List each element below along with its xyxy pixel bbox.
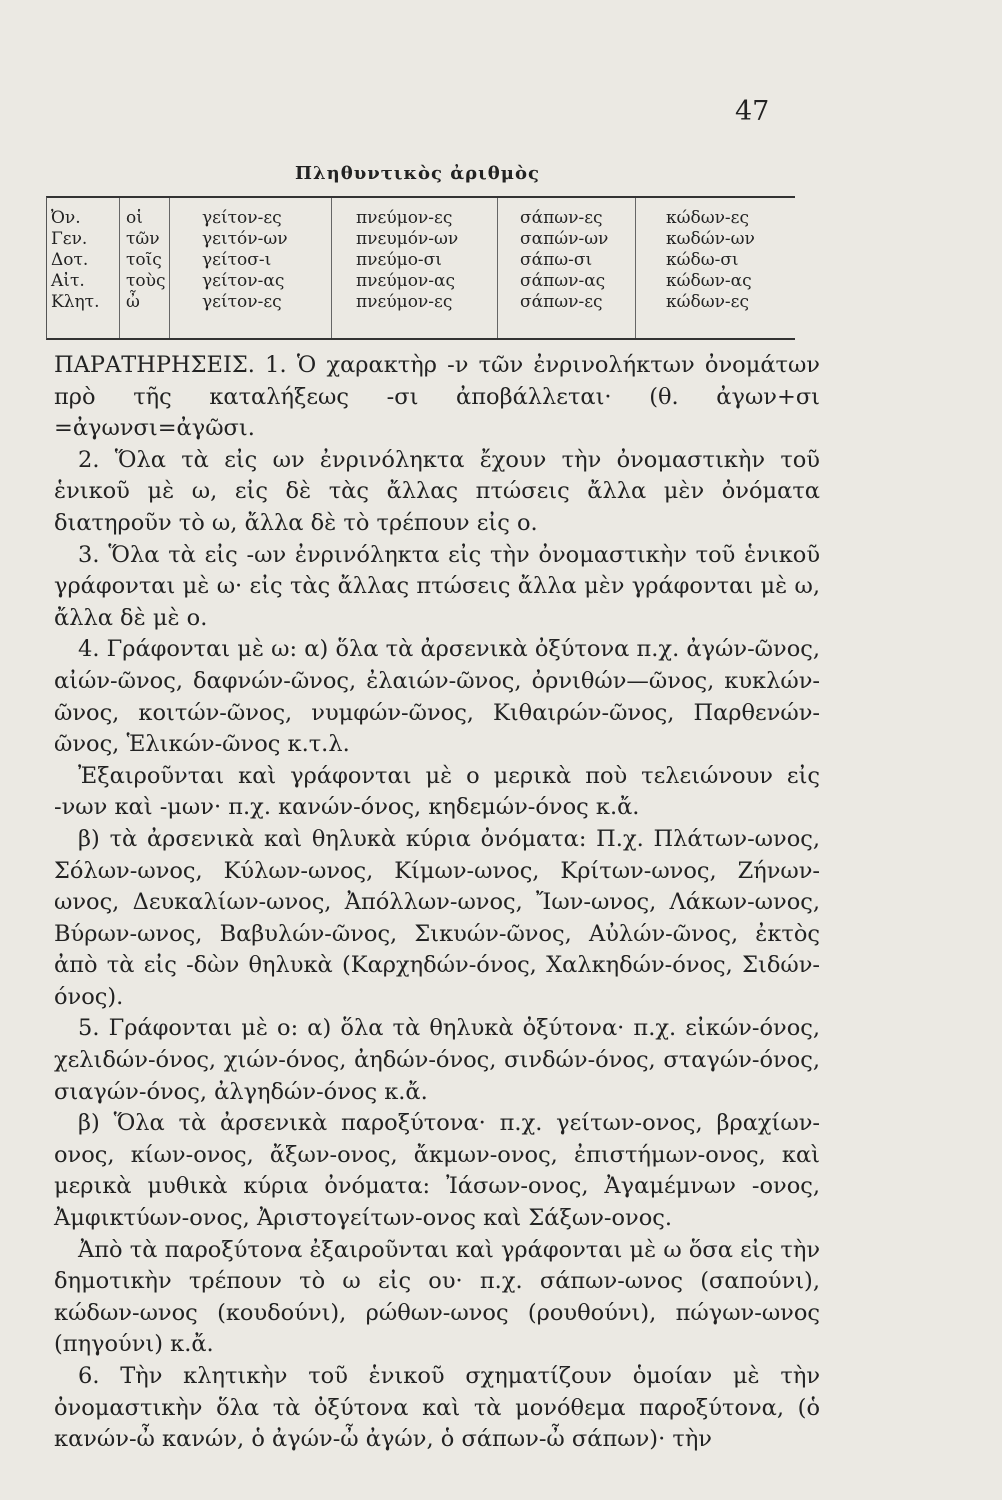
case-nominative: Ὀν.	[51, 208, 81, 228]
pneumon-column	[331, 198, 522, 338]
paragraph-5: 5. Γράφονται μὲ ο: α) ὅλα τὰ θηλυκὰ ὀξύτονα· π.χ. εἰκών-όνος, χελιδών-όνος, χιών-όνος, ἀηδών-όνος, σινδών-όνος, σταγών-όνος, σιαγών-όνος, ἀλγηδών-όνος κ.ἄ.	[54, 1015, 820, 1105]
case-vocative: Κλητ.	[51, 292, 100, 312]
paragraph-2: 2. Ὅλα τὰ εἰς ων ἐνρινόληκτα ἔχουν τὴν ὀνομαστικὴν τοῦ ἑνικοῦ μὲ ω, εἰς δὲ τὰς ἄλλας πτώσεις ἄλλα μὲν ὀνόματα διατηροῦν τὸ ω, ἄλλα δὲ τὸ τρέπουν εἰς ο.	[54, 446, 820, 536]
article-column	[119, 198, 172, 338]
table-cell: τῶν	[126, 229, 160, 249]
case-genitive: Γεν.	[51, 229, 88, 249]
table-cell: πνεύμον-ες	[356, 292, 453, 312]
case-accusative: Αἰτ.	[51, 271, 85, 291]
table-cell: κώδων-ας	[666, 271, 752, 291]
table-cell: οἱ	[126, 208, 143, 228]
table-cell: γειτόν-ων	[202, 229, 288, 249]
table-cell: κώδω-σι	[666, 250, 739, 270]
table-cell: ὦ	[126, 292, 140, 312]
paragraph-5-exceptions: Ἀπὸ τὰ παροξύτονα ἐξαιροῦνται καὶ γράφονται μὲ ω ὅσα εἰς τὴν δημοτικὴν τρέπουν τὸ ω εἰς ου· π.χ. σάπων-ωνος (σαπούνι), κώδων-ωνος (κουδούνι), ρώθων-ωνος (ρουθούνι), πώγων-ωνος (πηγούνι) κ.ἄ.	[54, 1236, 820, 1358]
table-cell: γείτον-ες	[202, 208, 282, 228]
paragraph-observations-1: ΠΑΡΑΤΗΡΗΣΕΙΣ. 1. Ὁ χαρακτὴρ -ν τῶν ἐνρινολήκτων ὀνομάτων πρὸ τῆς καταλήξεως -σι ἀποβάλλεται· (θ. ἀγων+σι =ἀγωνσι=ἀγῶσι.	[54, 352, 820, 442]
table-title: Πληθυντικὸς ἀριθμὸς	[295, 163, 540, 184]
paragraph-3: 3. Ὅλα τὰ εἰς -ων ἐνρινόληκτα εἰς τὴν ὀνομαστικὴν τοῦ ἑνικοῦ γράφονται μὲ ω· εἰς τὰς ἄλλας πτώσεις ἄλλα μὲν γράφονται μὲ ω, ἄλλα δὲ μὲ ο.	[54, 541, 820, 631]
table-cell: τοὺς	[126, 271, 166, 291]
table-cell: γείτον-ας	[202, 271, 285, 291]
table-cell: κωδών-ων	[666, 229, 755, 249]
table-cell: σάπων-ες	[520, 208, 603, 228]
kodon-column	[635, 198, 816, 338]
table-cell: πνεύμον-ες	[356, 208, 453, 228]
table-cell: πνεύμον-ας	[356, 271, 456, 291]
table-cell: σάπων-ας	[520, 271, 606, 291]
paragraph-4-exceptions: Ἐξαιροῦνται καὶ γράφονται μὲ ο μερικὰ ποὺ τελειώνουν εἰς -νων καὶ -μων· π.χ. κανών-όνος, κηδεμών-όνος κ.ἄ.	[54, 762, 820, 821]
table-cell: γείτοσ-ι	[202, 250, 272, 270]
paragraph-6: 6. Τὴν κλητικὴν τοῦ ἑνικοῦ σχηματίζουν ὁμοίαν μὲ τὴν ὀνομαστικὴν ὅλα τὰ ὀξύτονα καὶ τὰ μονόθεμα παροξύτονα, (ὁ κανών-ὦ κανών, ὁ ἀγών-ὦ ἀγών, ὁ σάπων-ὦ σάπων)· τὴν	[54, 1363, 820, 1453]
sapon-column	[497, 198, 658, 338]
paragraph-5b: β) Ὅλα τὰ ἀρσενικὰ παροξύτονα· π.χ. γείτων-ονος, βραχίων-ονος, κίων-ονος, ἄξων-ονος, ἄκμων-ονος, ἐπιστήμων-ονος, καὶ μερικὰ μυθικὰ κύρια ὀνόματα: Ἰάσων-ονος, Ἀγαμέμνων -ονος, Ἀμφικτύων-ονος, Ἀριστογείτων-ονος καὶ Σάξων-ονος.	[54, 1110, 820, 1232]
paragraph-4b: β) τὰ ἀρσενικὰ καὶ θηλυκὰ κύρια ὀνόματα: Π.χ. Πλάτων-ωνος, Σόλων-ωνος, Κύλων-ωνος, Κίμων-ωνος, Κρίτων-ωνος, Ζήνων-ωνος, Δευκαλίων-ωνος, Ἀπόλλων-ωνος, Ἴων-ωνος, Λάκων-ωνος, Βύρων-ωνος, Βαβυλών-ῶνος, Σικυών-ῶνος, Αὐλών-ῶνος, ἐκτὸς ἀπὸ τὰ εἰς -δὼν θηλυκὰ (Καρχηδών-όνος, Χαλκηδών-όνος, Σιδών-όνος).	[54, 825, 820, 1010]
paragraph-4: 4. Γράφονται μὲ ω: α) ὅλα τὰ ἀρσενικὰ ὀξύτονα π.χ. ἀγών-ῶνος, αἰών-ῶνος, δαφνών-ῶνος, ἐλαιών-ῶνος, ὀρνιθών—ῶνος, κυκλών-ῶνος, κοιτών-ῶνος, νυμφών-ῶνος, Κιθαιρών-ῶνος, Παρθενών-ῶνος, Ἑλικών-ῶνος κ.τ.λ.	[54, 636, 820, 758]
case-dative: Δοτ.	[51, 250, 89, 270]
table-cell: γείτον-ες	[202, 292, 282, 312]
table-cell: πνεύμο-σι	[356, 250, 442, 270]
body-text	[54, 350, 820, 1456]
table-cell: πνευμόν-ων	[356, 229, 459, 249]
declension-table	[46, 196, 795, 340]
table-cell: κώδων-ες	[666, 292, 749, 312]
table-cell: σάπων-ες	[520, 292, 603, 312]
table-cell: σαπών-ων	[520, 229, 609, 249]
table-cell: κώδων-ες	[666, 208, 749, 228]
case-column	[51, 198, 119, 338]
table-cell: σάπω-σι	[520, 250, 593, 270]
table-cell: τοῖς	[126, 250, 162, 270]
page-number: 47	[735, 96, 770, 127]
